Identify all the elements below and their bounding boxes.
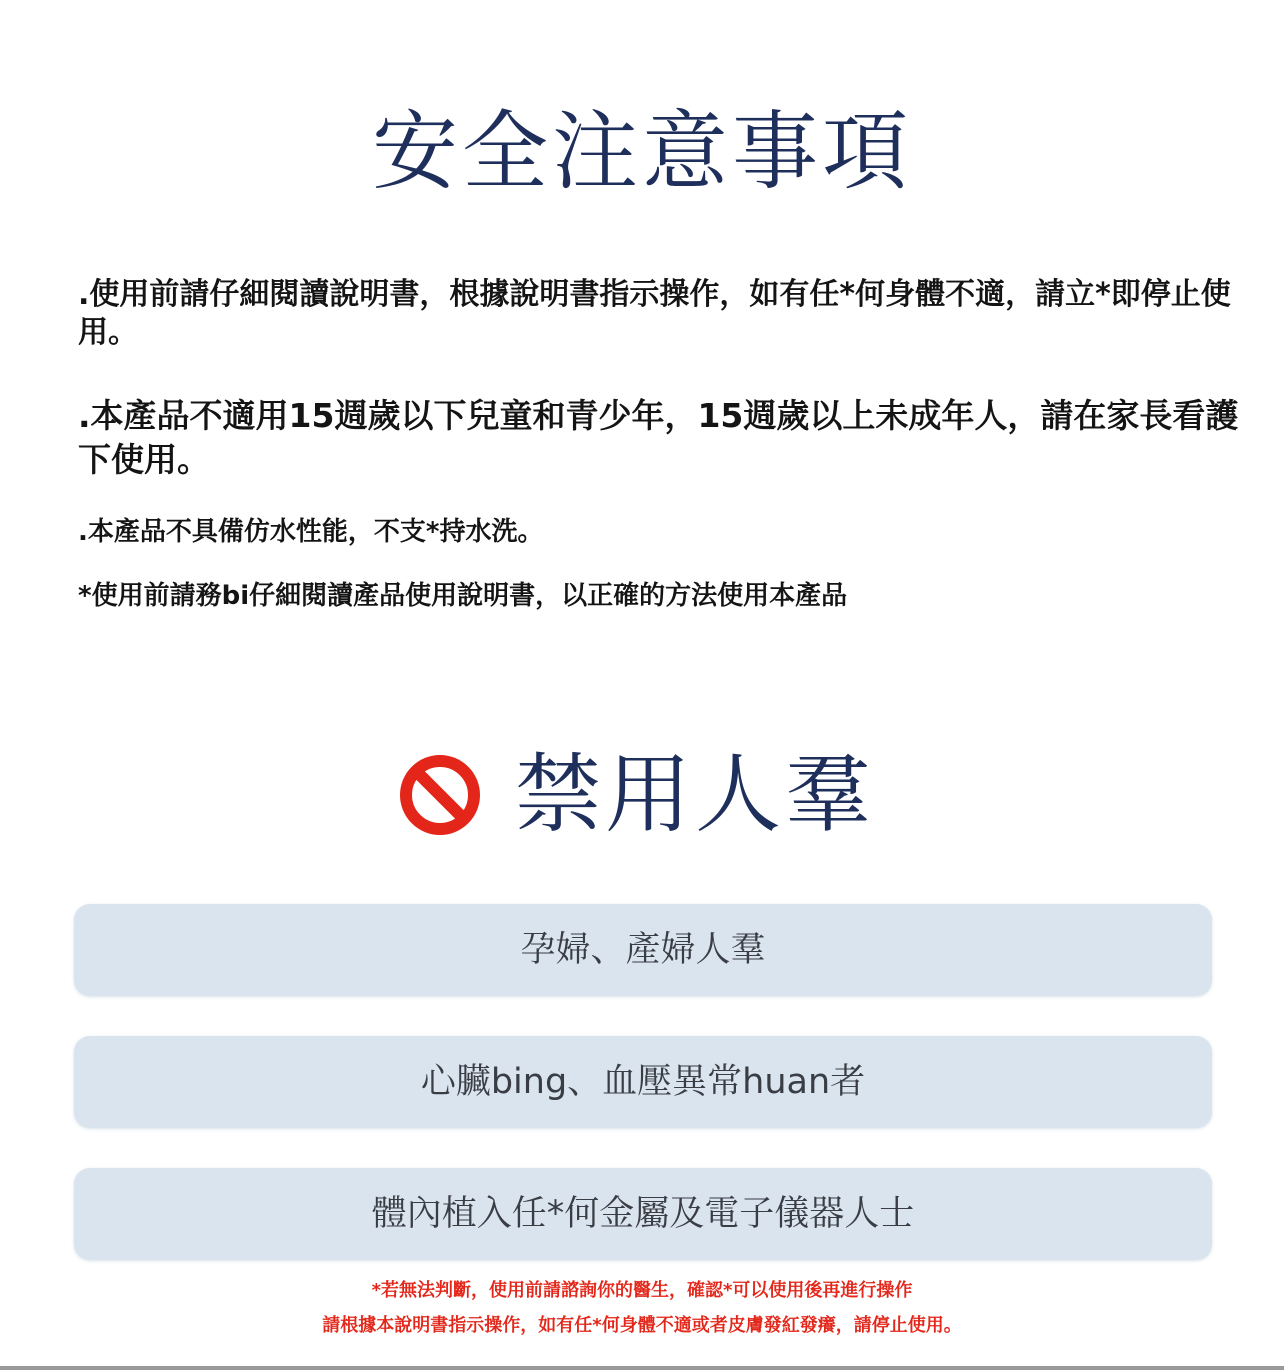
prohibited-icon (398, 753, 482, 837)
safety-title: 安全注意事項 (372, 102, 912, 202)
safety-item-2: .本產品不適用15週歲以下兒童和青少年，15週歲以上未成年人，請在家長看護下使用。 (78, 396, 1239, 479)
forbidden-group-3: 體內植入任*何金屬及電子儀器人士 (74, 1168, 1212, 1260)
safety-item-4: *使用前請務bi仔細閱讀產品使用說明書，以正確的方法使用本產品 (78, 581, 848, 611)
safety-item-1: .使用前請仔細閱讀說明書，根據說明書指示操作，如有任*何身體不適，請立*即停止使用。 (78, 277, 1231, 350)
warning-note-1: *若無法判斷，使用前請諮詢你的醫生，確認*可以使用後再進行操作 (371, 1280, 913, 1301)
forbidden-group-2: 心臟bing、血壓異常huan者 (74, 1036, 1212, 1128)
forbidden-heading (0, 740, 1284, 850)
warning-note-2: 請根據本說明書指示操作，如有任*何身體不適或者皮膚發紅發癢，請停止使用。 (322, 1315, 962, 1336)
safety-item-3: .本產品不具備仿水性能，不支*持水洗。 (78, 517, 544, 547)
forbidden-title: 禁用人羣 (515, 745, 875, 845)
bottom-divider (0, 1366, 1284, 1370)
forbidden-group-1: 孕婦、產婦人羣 (74, 904, 1212, 996)
